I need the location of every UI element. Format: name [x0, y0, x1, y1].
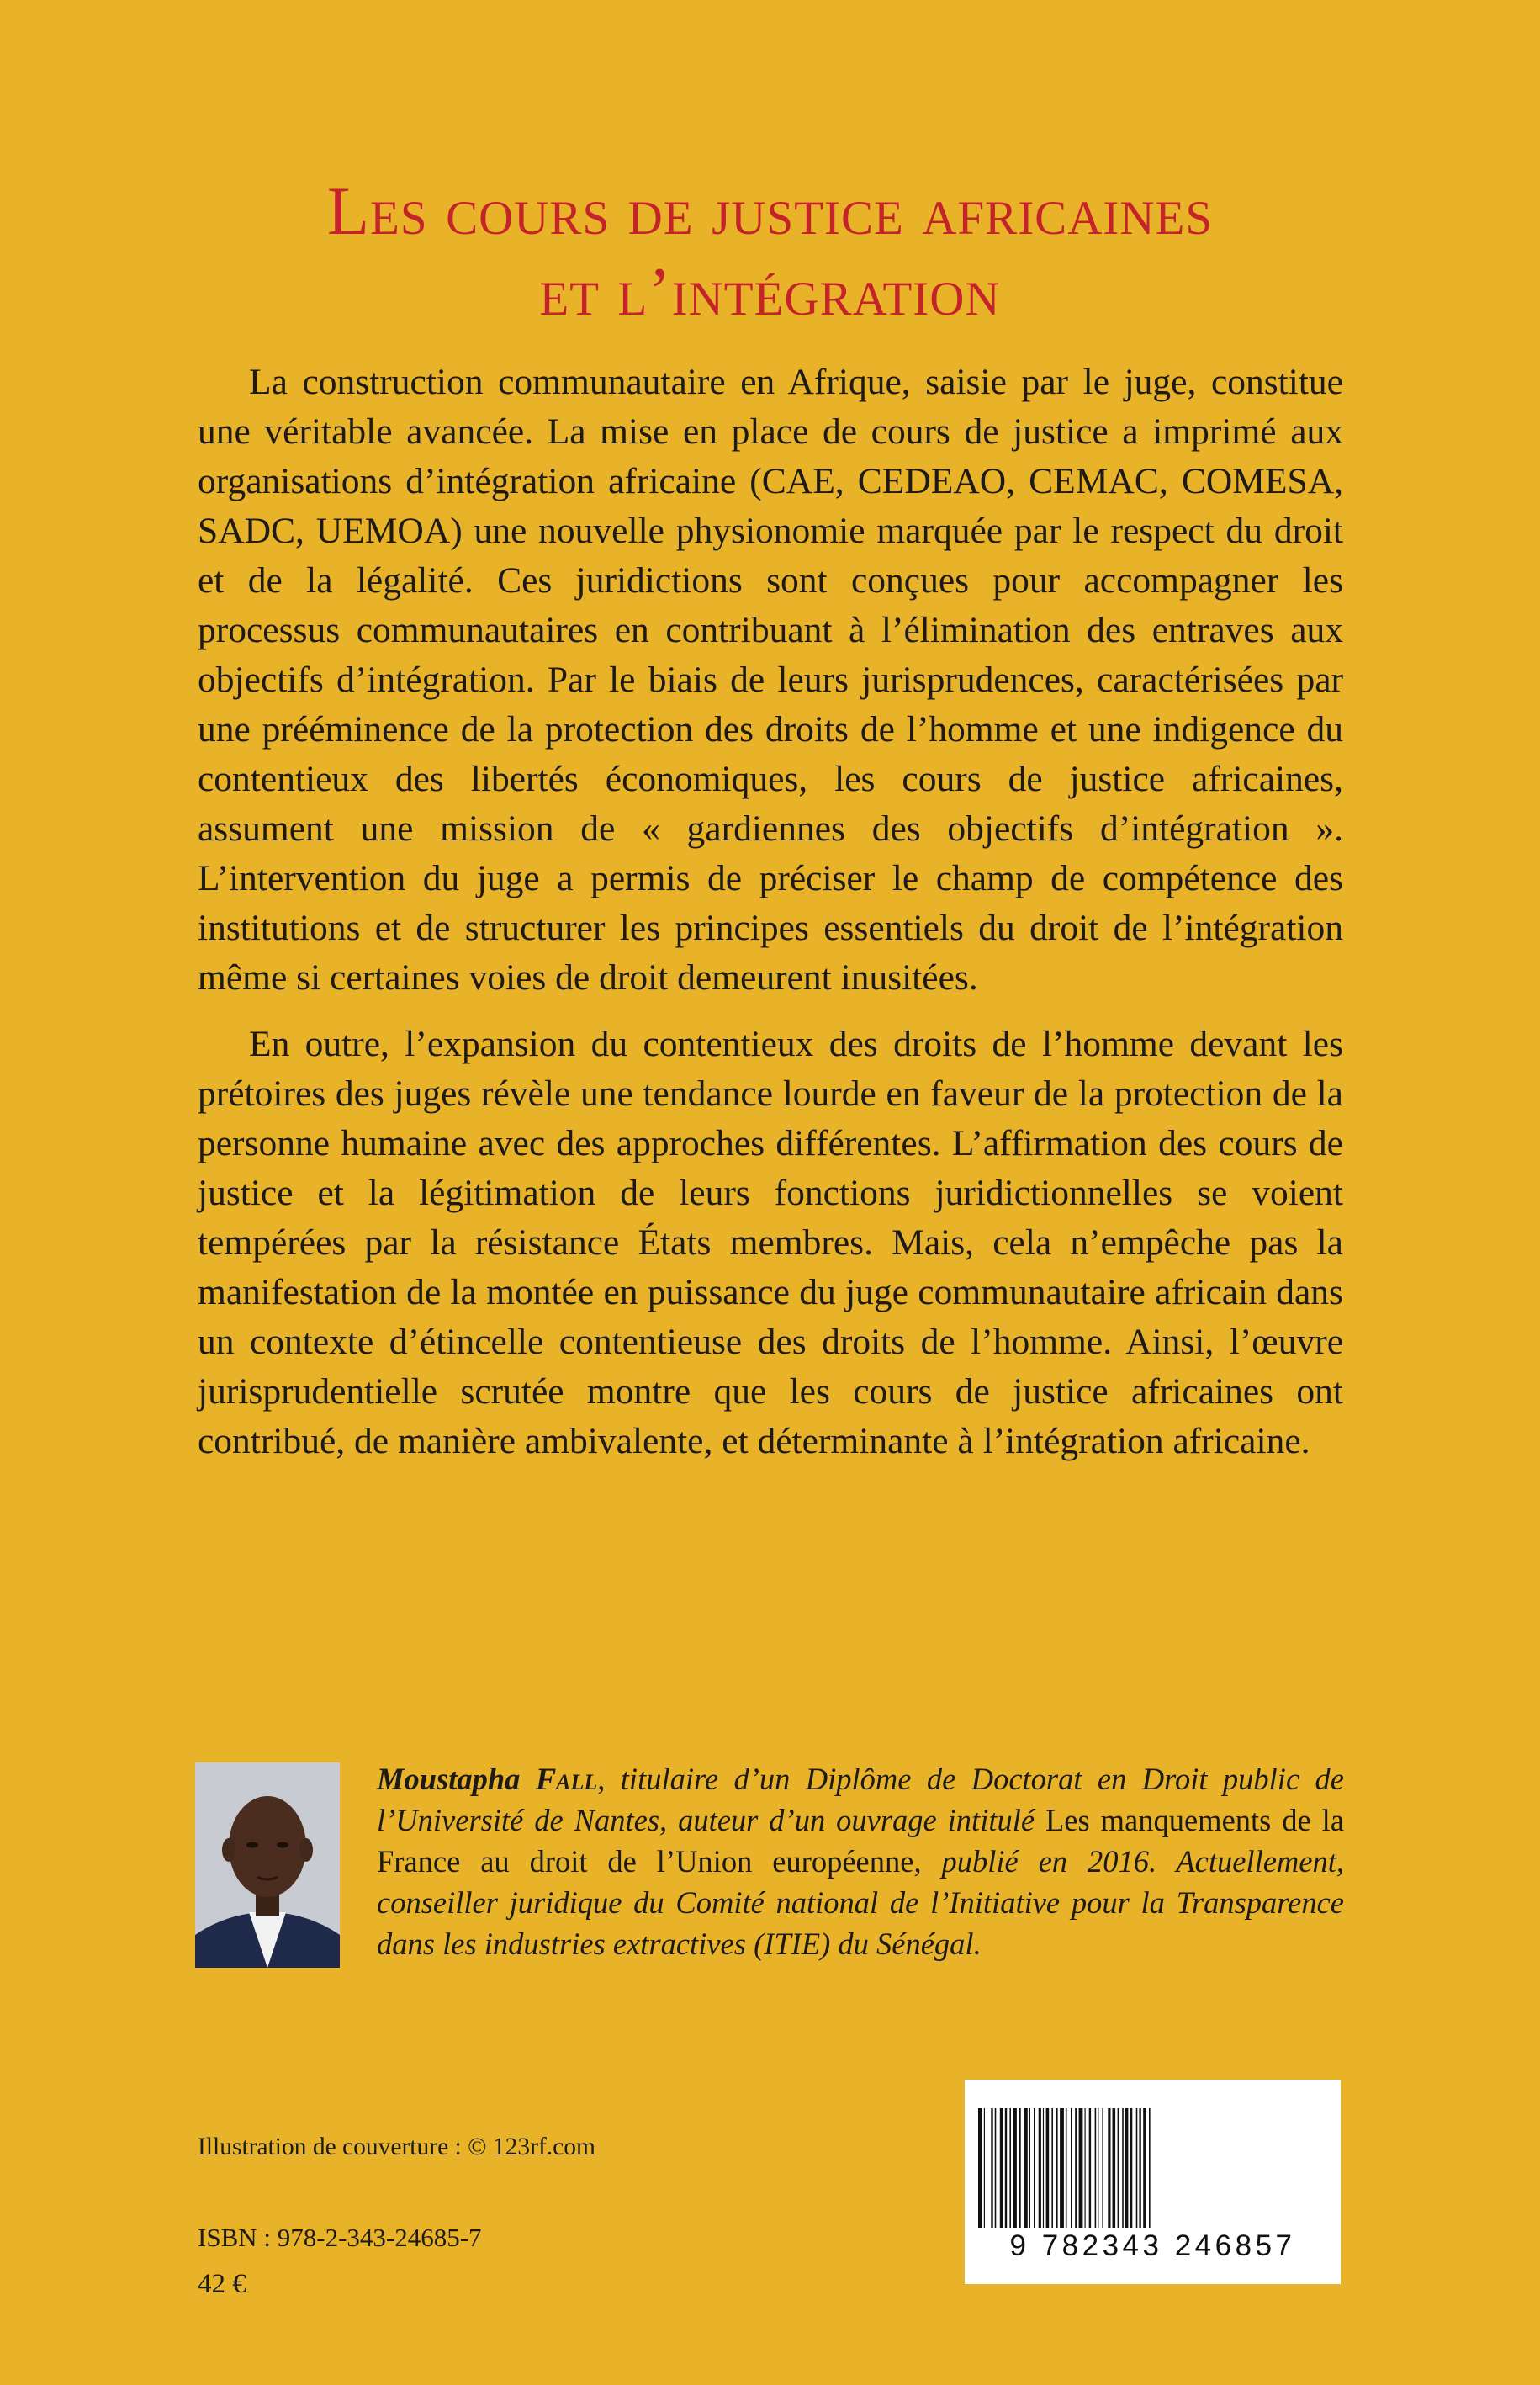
barcode-bar — [1075, 2108, 1077, 2228]
barcode — [965, 2080, 1341, 2284]
barcode-bar — [1118, 2108, 1119, 2228]
author-book-title: Les manquements de la France au droit de l’Union européenne — [377, 1803, 1345, 1879]
barcode-bar — [1013, 2108, 1017, 2228]
barcode-bar — [1149, 2108, 1151, 2228]
barcode-bar — [1102, 2108, 1103, 2228]
barcode-bar — [1136, 2108, 1138, 2228]
barcode-bar — [1139, 2108, 1140, 2228]
blurb — [198, 358, 1343, 1483]
author-first-name: Moustapha — [377, 1762, 521, 1796]
barcode-bar — [1089, 2108, 1091, 2228]
barcode-bar — [1043, 2108, 1044, 2228]
barcode-digits: 9 782343 246857 — [1009, 2229, 1296, 2262]
blurb-paragraph-1: La construction communautaire en Afrique, saisie par le juge, constitue une véritable avancée. La mise en place de cours de justice a imprimé aux organisations d’intégration africaine (CAE, CEDEAO, CEMAC, COMESA, SADC, UEMOA) une nouvelle physionomie marquée par le respect du droit et de la légalité. Ces juridictions sont conçues pour accompagner les processus communautaires en contribuant à l’élimination des entraves aux objectifs d’intégration. Par le biais de leurs jurisprudences, caractérisées par une prééminence de la protection des droits de l’homme et une indigence du contentieux des libertés économiques, les cours de justice africaines, assument une mission de « gardiennes des objectifs d’intégration ». L’intervention du juge a permis de préciser le champ de compétence des institutions et de structurer les principes essentiels du droit de l’intégration même si certaines voies de droit demeurent inusitées. — [198, 362, 1343, 998]
barcode-bar — [1039, 2108, 1041, 2228]
isbn: ISBN : 978-2-343-24685-7 — [198, 2223, 482, 2252]
author-name — [377, 1762, 597, 1796]
barcode-bar — [991, 2108, 992, 2228]
barcode-bar — [1060, 2108, 1064, 2228]
price: 42 € — [198, 2269, 246, 2299]
barcode-bar — [1095, 2108, 1097, 2228]
barcode-bar — [1000, 2108, 1003, 2228]
barcode-bar — [1079, 2108, 1083, 2228]
barcode-bar — [1024, 2108, 1028, 2228]
blurb-paragraph-2: En outre, l’expansion du contentieux des droits de l’homme devant les prétoires des juges révèle une tendance lourde en faveur de la protection de la personne humaine avec des approches différentes. L’affirmation des cours de justice et la légitimation de leurs fonctions juridictionnelles se voient tempérées par la résistance États membres. Mais, cela n’empêche pas la manifestation de la montée en puissance du juge communautaire africain dans un contexte d’étincelle contentieuse des droits de l’homme. Ainsi, l’œuvre jurisprudentielle scrutée montre que les cours de justice africaines ont contribué, de manière ambivalente, et déterminante à l’intégration africaine. — [198, 1024, 1343, 1461]
barcode-bar — [1130, 2108, 1132, 2228]
author-photo — [195, 1762, 340, 1968]
barcode-bar — [1113, 2108, 1116, 2228]
barcode-bar — [1034, 2108, 1035, 2228]
author-bio-text-2: , publié en 2016. Actuellement, conseiller juridique du Comité national de l’Initiative pour la Transparence dans les industries extractives (ITIE) du Sénégal. — [377, 1844, 1344, 1961]
barcode-bar — [1143, 2108, 1146, 2228]
cover-credit: Illustration de couverture : © 123rf.com — [198, 2133, 595, 2160]
barcode-bar — [1046, 2108, 1050, 2228]
barcode-bar — [1009, 2108, 1011, 2228]
author-bio — [377, 1758, 1344, 1964]
barcode-bar — [1019, 2108, 1020, 2228]
barcode-bar — [984, 2108, 985, 2228]
author-bio-text-1: , titulaire d’un Diplôme de Doctorat en Droit public de l’Université de Nantes, auteur d’un ouvrage intitulé — [377, 1762, 1344, 1837]
barcode-bar — [1071, 2108, 1072, 2228]
barcode-bar — [1051, 2108, 1053, 2228]
barcode-bar — [1122, 2108, 1124, 2228]
barcode-bar — [995, 2108, 997, 2228]
barcode-bar — [1125, 2108, 1129, 2228]
book-title-line-1: Les cours de justice africaines — [326, 172, 1214, 249]
barcode-bar — [1005, 2108, 1007, 2228]
barcode-bar — [1066, 2108, 1067, 2228]
barcode-bar — [1108, 2108, 1110, 2228]
barcode-bar — [1029, 2108, 1030, 2228]
barcode-bar — [978, 2108, 982, 2228]
book-title — [126, 171, 1414, 332]
barcode-bar — [1085, 2108, 1086, 2228]
author-last-name: Fall — [535, 1762, 598, 1796]
barcode-bar — [1056, 2108, 1057, 2228]
book-title-line-2: et l’intégration — [539, 252, 1001, 330]
barcode-bars — [978, 2108, 1327, 2228]
